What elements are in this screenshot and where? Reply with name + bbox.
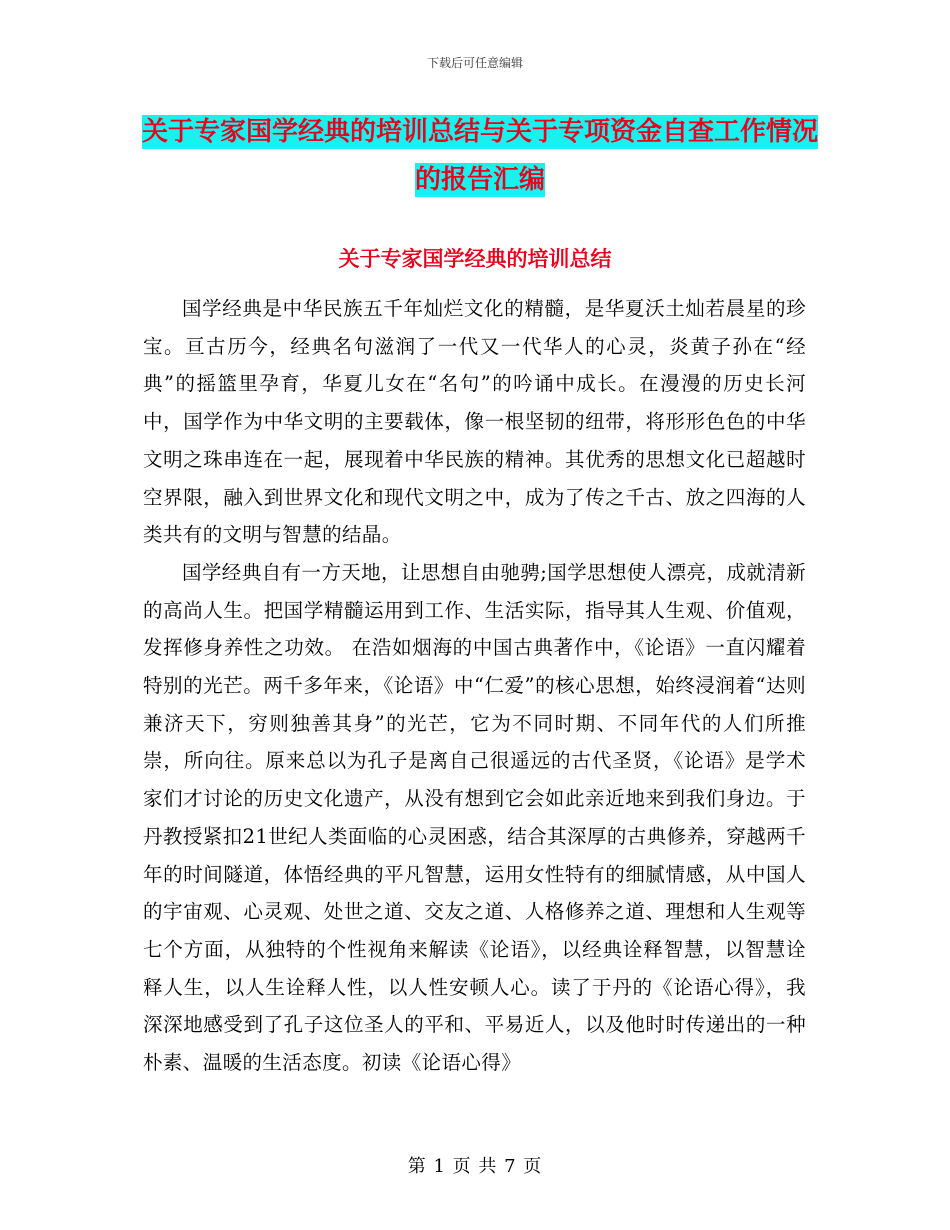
paragraph-1: 国学经典是中华民族五千年灿烂文化的精髓，是华夏沃土灿若晨星的珍宝。亘古历今，经典名句滋润了一代又一代华人的心灵，炎黄子孙在“经典”的摇篮里孕育，华夏儿女在“名句”的吟诵中成长。在漫漫的历史长河中，国学作为中华文明的主要载体，像一根坚韧的纽带，将形形色色的中华文明之珠串连在一起，展现着中华民族的精神。其优秀的思想文化已超越时空界限，融入到世界文化和现代文明之中，成为了传之千古、放之四海的人类共有的文明与智慧的结晶。 xyxy=(143,297,806,547)
document-title xyxy=(140,108,820,204)
paragraph-2: 国学经典自有一方天地，让思想自由驰骋;国学思想使人漂亮，成就清新的高尚人生。把国学精髓运用到工作、生活实际，指导其人生观、价值观，发挥修身养性之功效。 在浩如烟海的中国古典著作中，《论语》一直闪耀着特别的光芒。两千多年来，《论语》中“仁爱”的核心思想，始终浸润着“达则兼济天下，穷则独善其身”的光芒，它为不同时期、不同年代的人们所推崇，所向往。原来总以为孔子是离自己很遥远的古代圣贤，《论语》是学术家们才讨论的历史文化遗产，从没有想到它会如此亲近地来到我们身边。于丹教授紧扣21世纪人类面临的心灵困惑，结合其深厚的古典修养，穿越两千年的时间隧道，体悟经典的平凡智慧，运用女性特有的细腻情感，从中国人的宇宙观、心灵观、处世之道、交友之道、人格修养之道、理想和人生观等七个方面，从独特的个性视角来解读《论语》，以经典诠释智慧，以智慧诠释人生，以人生诠释人性，以人性安顿人心。读了于丹的《论语心得》，我深深地感受到了孔子这位圣人的平和、平易近人，以及他时时传递出的一种朴素、温暖的生活态度。初读《论语心得》 xyxy=(143,560,806,1075)
section-title: 关于专家国学经典的培训总结 xyxy=(338,246,612,271)
body-text xyxy=(143,290,806,1082)
document-title-text: 关于专家国学经典的培训总结与关于专项资金自查工作情况的报告汇编 xyxy=(141,117,818,195)
page-footer: 第 1 页 共 7 页 xyxy=(407,1156,543,1177)
header-note: 下载后可任意编辑 xyxy=(426,56,523,70)
